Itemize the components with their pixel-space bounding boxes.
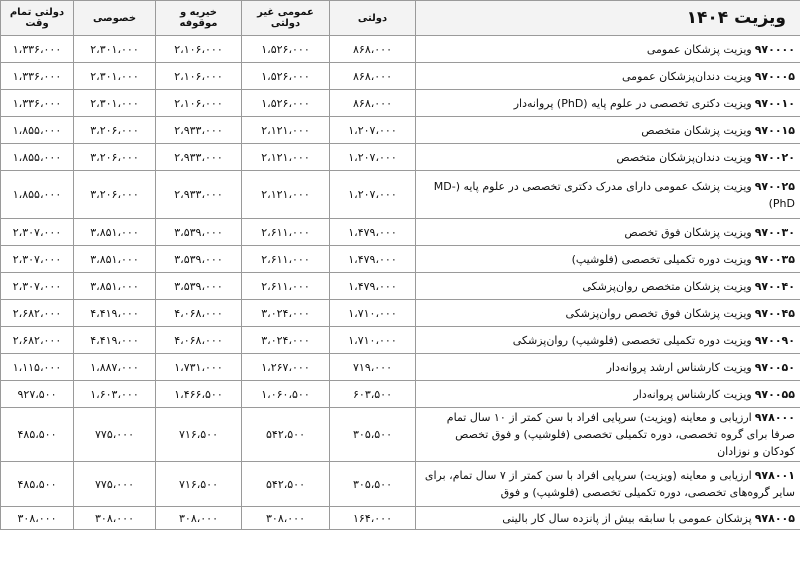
tariff-value: ۳۰۸،۰۰۰ [1, 507, 74, 530]
service-description: ویزیت دندان‌پزشکان عمومی [622, 69, 752, 83]
tariff-value: ۲،۳۰۷،۰۰۰ [1, 273, 74, 300]
tariff-value: ۳۰۸،۰۰۰ [242, 507, 330, 530]
column-header-government-full-time: دولتی تمام وقت [1, 1, 74, 36]
tariff-value: ۲،۱۲۱،۰۰۰ [242, 144, 330, 171]
service-cell [416, 171, 800, 219]
tariff-value: ۱،۵۲۶،۰۰۰ [242, 90, 330, 117]
tariff-value: ۱،۸۵۵،۰۰۰ [1, 144, 74, 171]
tariff-value: ۴،۴۱۹،۰۰۰ [74, 327, 156, 354]
service-cell [416, 63, 800, 90]
service-code: ۹۷۰۰۳۰ [754, 225, 795, 239]
tariff-value: ۴،۴۱۹،۰۰۰ [74, 300, 156, 327]
tariff-value: ۱،۷۱۰،۰۰۰ [330, 327, 416, 354]
service-description: ارزیابی و معاینه (ویزیت) سرپایی افراد با سن کمتر از ۱۰ سال تمام صرفا برای گروه تخصصی، دوره تکمیلی تخصصی (فلوشیپ) و فوق تخصص کودکان و نوزادان [446, 411, 795, 458]
tariff-value: ۱،۴۷۹،۰۰۰ [330, 273, 416, 300]
tariff-value: ۱،۴۷۹،۰۰۰ [330, 246, 416, 273]
tariff-value: ۳۰۸،۰۰۰ [74, 507, 156, 530]
table-row [1, 246, 800, 273]
service-description: ویزیت دکتری تخصصی در علوم پایه (PhD) پروانه‌دار [513, 96, 752, 110]
tariff-value: ۷۱۹،۰۰۰ [330, 354, 416, 381]
tariff-value: ۸۶۸،۰۰۰ [330, 90, 416, 117]
service-cell [416, 300, 800, 327]
service-code: ۹۷۰۰۲۰ [754, 150, 795, 164]
service-cell [416, 327, 800, 354]
service-cell [416, 36, 800, 63]
tariff-value: ۲،۶۸۲،۰۰۰ [1, 327, 74, 354]
service-cell [416, 273, 800, 300]
tariff-value: ۴،۰۶۸،۰۰۰ [156, 300, 242, 327]
tariff-value: ۱،۷۱۰،۰۰۰ [330, 300, 416, 327]
tariff-value: ۴۸۵،۵۰۰ [1, 408, 74, 462]
tariff-value: ۷۱۶،۵۰۰ [156, 462, 242, 507]
tariff-value: ۸۶۸،۰۰۰ [330, 63, 416, 90]
tariff-value: ۶۰۳،۵۰۰ [330, 381, 416, 408]
service-description: ویزیت پزشک عمومی دارای مدرک دکتری تخصصی در علوم پایه (MD-PhD) [433, 179, 795, 210]
service-description: ویزیت دوره تکمیلی تخصصی (فلوشیپ) [571, 252, 752, 266]
service-code: ۹۷۸۰۰۵ [754, 511, 795, 525]
tariff-value: ۱،۲۰۷،۰۰۰ [330, 117, 416, 144]
table-title: ویزیت ۱۴۰۴ [416, 1, 800, 36]
tariff-value: ۱،۱۱۵،۰۰۰ [1, 354, 74, 381]
service-code: ۹۷۰۰۴۵ [754, 306, 795, 320]
service-code: ۹۷۰۰۵۰ [754, 360, 795, 374]
tariff-value: ۳،۵۳۹،۰۰۰ [156, 246, 242, 273]
table-row [1, 90, 800, 117]
service-description: ویزیت دوره تکمیلی تخصصی (فلوشیپ) روان‌پزشکی [512, 333, 752, 347]
service-code: ۹۷۰۰۱۰ [754, 96, 795, 110]
tariff-value: ۲،۳۰۷،۰۰۰ [1, 246, 74, 273]
tariff-value: ۳،۵۳۹،۰۰۰ [156, 273, 242, 300]
tariff-value: ۷۷۵،۰۰۰ [74, 462, 156, 507]
table-row [1, 36, 800, 63]
tariff-value: ۳۰۵،۵۰۰ [330, 462, 416, 507]
tariff-value: ۳۰۸،۰۰۰ [156, 507, 242, 530]
service-cell [416, 408, 800, 462]
tariff-value: ۹۲۷،۵۰۰ [1, 381, 74, 408]
tariff-value: ۳،۰۲۴،۰۰۰ [242, 300, 330, 327]
tariff-value: ۲،۳۰۷،۰۰۰ [1, 219, 74, 246]
service-description: ویزیت کارشناس پروانه‌دار [633, 387, 752, 401]
tariff-value: ۱،۷۳۱،۰۰۰ [156, 354, 242, 381]
tariff-value: ۱۶۴،۰۰۰ [330, 507, 416, 530]
service-description: ویزیت پزشکان فوق تخصص روان‌پزشکی [565, 306, 752, 320]
tariff-value: ۷۷۵،۰۰۰ [74, 408, 156, 462]
service-description: ویزیت پزشکان متخصص [641, 123, 752, 137]
tariff-value: ۲،۹۳۳،۰۰۰ [156, 117, 242, 144]
service-cell [416, 90, 800, 117]
service-code: ۹۷۸۰۰۱ [754, 469, 795, 482]
tariff-value: ۱،۲۰۷،۰۰۰ [330, 171, 416, 219]
column-header-government: دولتی [330, 1, 416, 36]
tariff-value: ۳،۰۲۴،۰۰۰ [242, 327, 330, 354]
tariff-value: ۱،۳۳۶،۰۰۰ [1, 90, 74, 117]
service-code: ۹۷۰۰۵۵ [754, 387, 795, 401]
tariff-value: ۲،۶۸۲،۰۰۰ [1, 300, 74, 327]
service-code: ۹۷۰۰۹۰ [754, 333, 795, 347]
tariff-value: ۲،۱۰۶،۰۰۰ [156, 90, 242, 117]
tariff-value: ۱،۸۸۷،۰۰۰ [74, 354, 156, 381]
tariff-value: ۱،۳۳۶،۰۰۰ [1, 36, 74, 63]
table-row [1, 507, 800, 530]
table-row [1, 381, 800, 408]
service-description: ویزیت پزشکان فوق تخصص [624, 225, 752, 239]
service-cell [416, 462, 800, 507]
tariff-value: ۱،۰۶۰،۵۰۰ [242, 381, 330, 408]
tariff-value: ۲،۱۲۱،۰۰۰ [242, 171, 330, 219]
service-code: ۹۷۰۰۴۰ [754, 279, 795, 293]
tariff-value: ۱،۵۲۶،۰۰۰ [242, 63, 330, 90]
table-row [1, 462, 800, 507]
tariff-value: ۱،۲۰۷،۰۰۰ [330, 144, 416, 171]
service-description: ویزیت کارشناس ارشد پروانه‌دار [606, 360, 752, 374]
column-header-public-non-government: عمومی غیر دولتی [242, 1, 330, 36]
tariff-value: ۳،۸۵۱،۰۰۰ [74, 246, 156, 273]
tariff-value: ۴،۰۶۸،۰۰۰ [156, 327, 242, 354]
header-row [1, 1, 800, 36]
table-body [1, 36, 800, 530]
service-cell [416, 354, 800, 381]
tariff-value: ۲،۳۰۱،۰۰۰ [74, 36, 156, 63]
service-code: ۹۷۰۰۰۰ [754, 42, 795, 56]
table-row [1, 273, 800, 300]
table-row [1, 117, 800, 144]
service-description: پزشکان عمومی با سابقه بیش از پانزده سال کار بالینی [502, 511, 752, 525]
service-cell [416, 117, 800, 144]
tariff-value: ۲،۳۰۱،۰۰۰ [74, 63, 156, 90]
tariff-value: ۷۱۶،۵۰۰ [156, 408, 242, 462]
tariff-value: ۱،۸۵۵،۰۰۰ [1, 117, 74, 144]
tariff-value: ۳،۸۵۱،۰۰۰ [74, 273, 156, 300]
service-description: ویزیت پزشکان عمومی [646, 42, 752, 56]
column-header-private: خصوصی [74, 1, 156, 36]
tariff-value: ۲،۹۳۳،۰۰۰ [156, 144, 242, 171]
service-code: ۹۷۰۰۱۵ [754, 123, 795, 137]
table-row [1, 300, 800, 327]
tariff-value: ۲،۳۰۱،۰۰۰ [74, 90, 156, 117]
tariff-value: ۸۶۸،۰۰۰ [330, 36, 416, 63]
service-code: ۹۷۰۰۳۵ [754, 252, 795, 266]
tariff-value: ۳،۲۰۶،۰۰۰ [74, 144, 156, 171]
tariff-value: ۲،۶۱۱،۰۰۰ [242, 246, 330, 273]
service-description: ویزیت پزشکان متخصص روان‌پزشکی [582, 279, 752, 293]
table-row [1, 408, 800, 462]
tariff-value: ۲،۱۰۶،۰۰۰ [156, 63, 242, 90]
tariff-value: ۴۸۵،۵۰۰ [1, 462, 74, 507]
tariff-value: ۲،۹۳۳،۰۰۰ [156, 171, 242, 219]
tariff-value: ۳۰۵،۵۰۰ [330, 408, 416, 462]
tariff-value: ۲،۶۱۱،۰۰۰ [242, 219, 330, 246]
service-cell [416, 246, 800, 273]
service-description: ویزیت دندان‌پزشکان متخصص [616, 150, 752, 164]
table-row [1, 354, 800, 381]
tariff-value: ۱،۴۷۹،۰۰۰ [330, 219, 416, 246]
service-cell [416, 144, 800, 171]
table-row [1, 171, 800, 219]
tariff-value: ۱،۶۰۳،۰۰۰ [74, 381, 156, 408]
tariff-value: ۱،۸۵۵،۰۰۰ [1, 171, 74, 219]
tariff-value: ۱،۵۲۶،۰۰۰ [242, 36, 330, 63]
service-cell [416, 381, 800, 408]
tariff-value: ۳،۵۳۹،۰۰۰ [156, 219, 242, 246]
tariff-value: ۳،۲۰۶،۰۰۰ [74, 171, 156, 219]
service-code: ۹۷۸۰۰۰ [754, 411, 795, 424]
tariff-value: ۵۴۲،۵۰۰ [242, 408, 330, 462]
tariff-value: ۳،۲۰۶،۰۰۰ [74, 117, 156, 144]
table-row [1, 144, 800, 171]
service-code: ۹۷۰۰۰۵ [754, 69, 795, 83]
service-description: ارزیابی و معاینه (ویزیت) سرپایی افراد با سن کمتر از ۷ سال تمام، برای سایر گروه‌های تخصصی، دوره تکمیلی تخصصی (فلوشیپ) و فوق [424, 469, 795, 499]
table-row [1, 219, 800, 246]
column-header-charity: خیریه و موقوفه [156, 1, 242, 36]
table-row [1, 327, 800, 354]
tariff-value: ۲،۱۲۱،۰۰۰ [242, 117, 330, 144]
tariff-value: ۱،۴۶۶،۵۰۰ [156, 381, 242, 408]
tariff-value: ۱،۲۶۷،۰۰۰ [242, 354, 330, 381]
tariff-value: ۱،۳۳۶،۰۰۰ [1, 63, 74, 90]
table-row [1, 63, 800, 90]
service-cell [416, 507, 800, 530]
tariff-value: ۲،۱۰۶،۰۰۰ [156, 36, 242, 63]
tariff-value: ۲،۶۱۱،۰۰۰ [242, 273, 330, 300]
service-cell [416, 219, 800, 246]
service-code: ۹۷۰۰۲۵ [754, 179, 795, 193]
tariff-value: ۳،۸۵۱،۰۰۰ [74, 219, 156, 246]
tariff-value: ۵۴۲،۵۰۰ [242, 462, 330, 507]
